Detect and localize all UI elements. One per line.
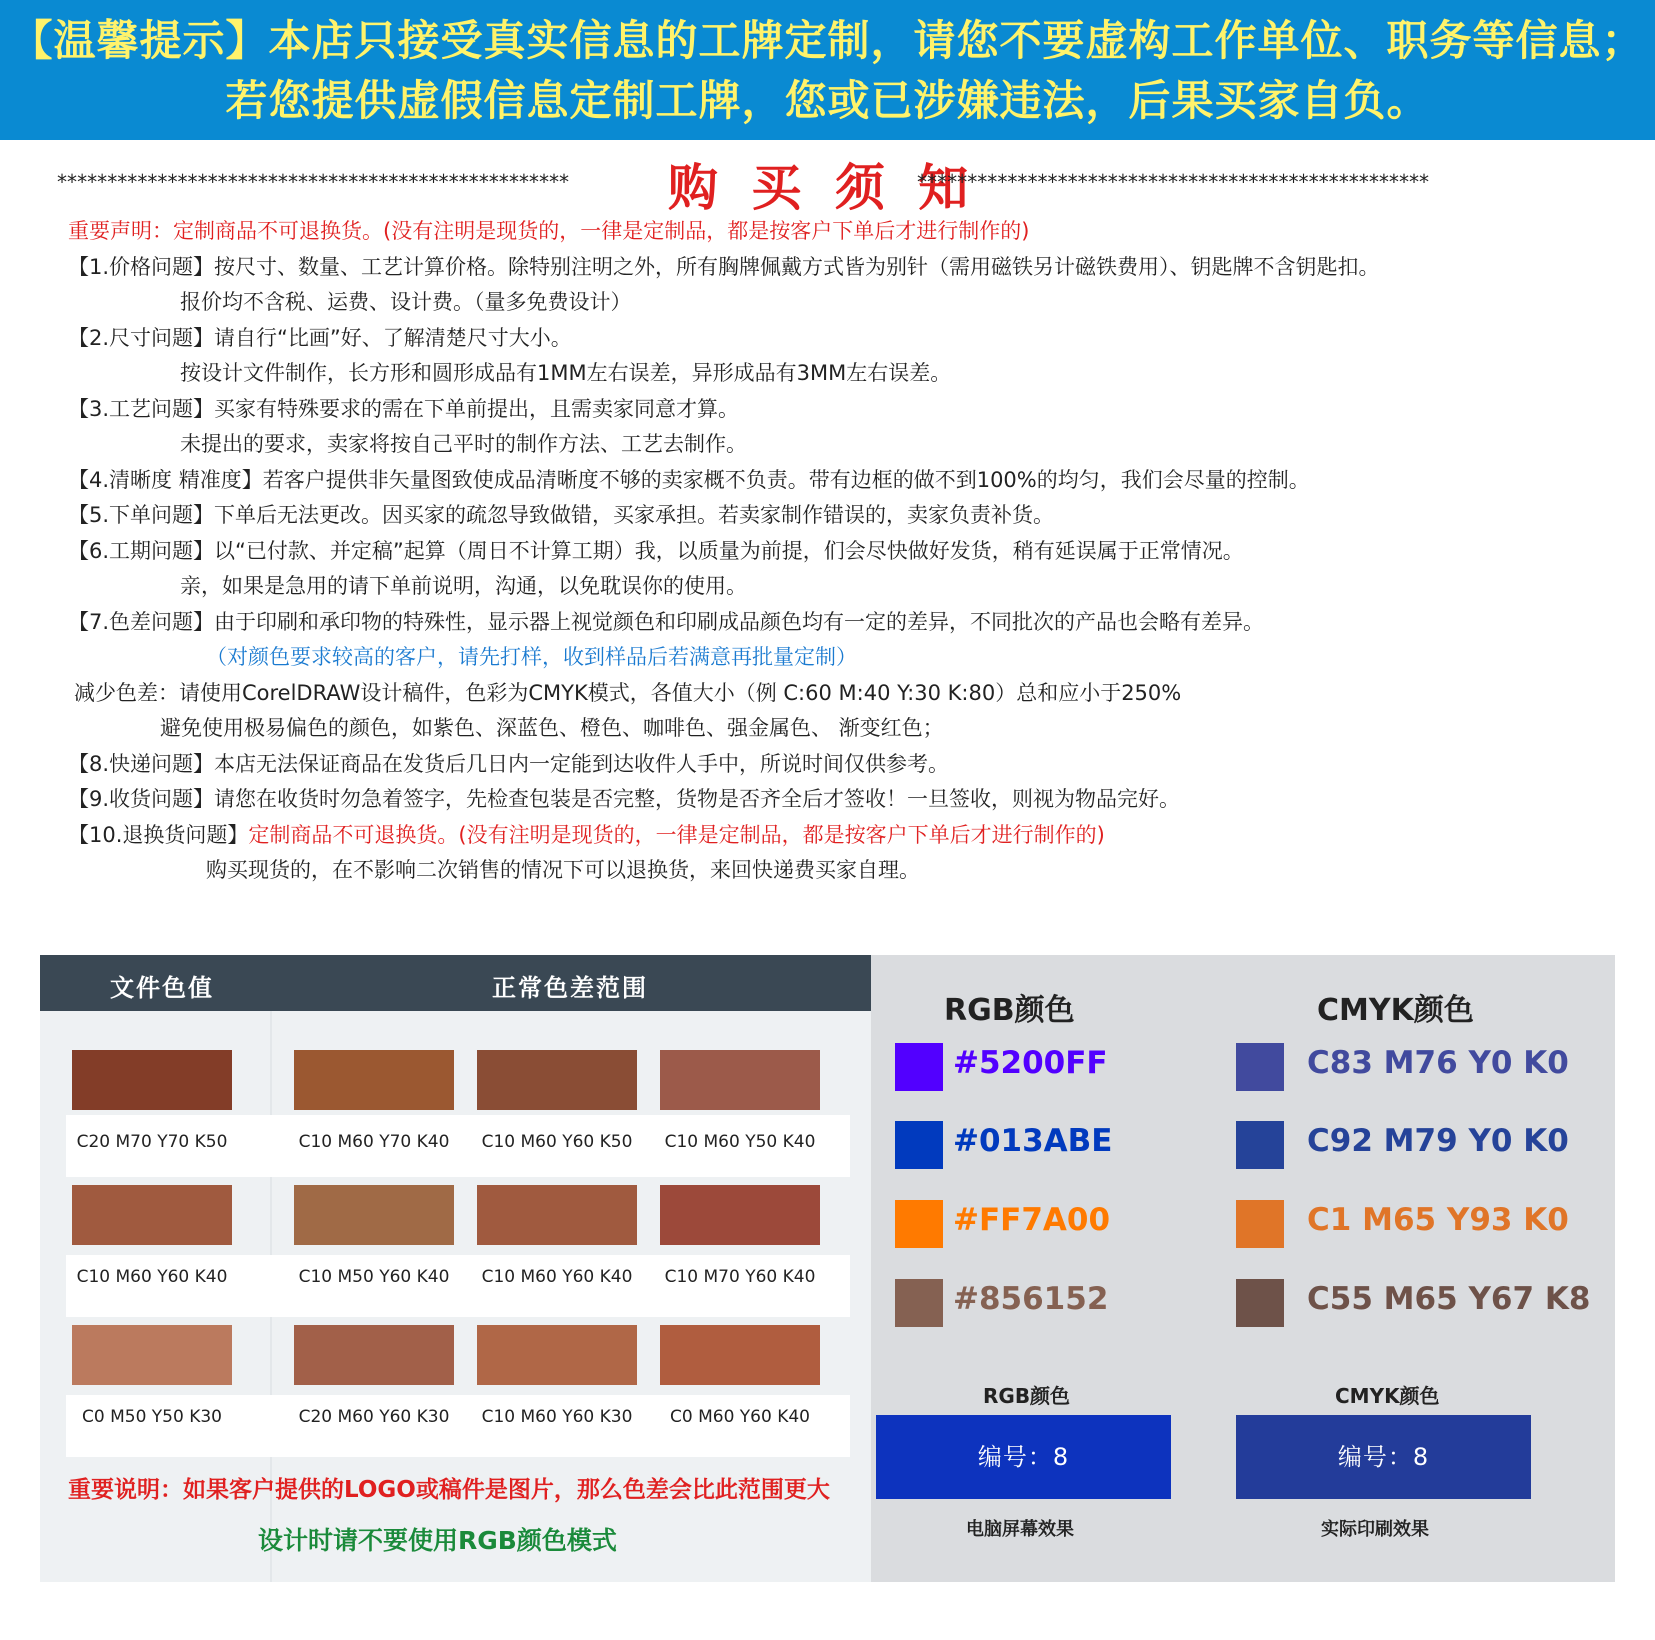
cmyk-color-swatch — [1236, 1043, 1284, 1091]
swatch-label: C10 M70 Y60 K40 — [664, 1267, 816, 1287]
screen-effect-caption: 电脑屏幕效果 — [966, 1519, 1074, 1540]
rgb-cmyk-panel — [871, 955, 1615, 1582]
term-3: 【3.工艺问题】买家有特殊要求的需在下单前提出，且需卖家同意才算。 — [68, 396, 740, 421]
swatch-label: C0 M50 Y50 K30 — [82, 1407, 222, 1427]
notice-header — [56, 148, 1556, 217]
swatch-label: C10 M60 Y60 K30 — [481, 1407, 633, 1427]
rgb-sample-box: 编号：8 — [876, 1415, 1171, 1499]
color-variance-header — [40, 955, 871, 1011]
term-10-prefix: 【10.退换货问题】 — [68, 822, 249, 847]
cmyk-title: CMYK颜色 — [1317, 993, 1474, 1028]
important-note: 重要说明：如果客户提供的LOGO或稿件是图片，那么色差会比此范围更大 — [68, 1477, 830, 1503]
color-swatch — [660, 1325, 820, 1385]
term-4: 【4.清晰度 精准度】若客户提供非矢量图致使成品清晰度不够的卖家概不负责。带有边框的做不到100%的均匀，我们会尽量的控制。 — [68, 467, 1310, 492]
rgb-color-swatch — [895, 1043, 943, 1091]
color-swatch — [72, 1185, 232, 1245]
color-variance-panel — [40, 955, 871, 1582]
notice-title: 购 买 须 知 — [668, 159, 977, 217]
term-10-detail: 购买现货的，在不影响二次销售的情况下可以退换货，来回快递费买家自理。 — [206, 858, 920, 882]
term-2-detail: 按设计文件制作，长方形和圆形成品有1MM左右误差，异形成品有3MM左右误差。 — [180, 361, 952, 385]
term-7-blue-note: （对颜色要求较高的客户，请先打样，收到样品后若满意再批量定制） — [206, 645, 857, 669]
file-color-heading: 文件色值 — [110, 974, 214, 1002]
rgb-box-title: RGB颜色 — [983, 1384, 1071, 1408]
rgb-color-swatch — [895, 1121, 943, 1169]
term-1: 【1.价格问题】按尺寸、数量、工艺计算价格。除特别注明之外，所有胸牌佩戴方式皆为别针（需用磁铁另计磁铁费用）、钥匙牌不含钥匙扣。 — [68, 254, 1380, 279]
term-7-avoid: 避免使用极易偏色的颜色，如紫色、深蓝色、橙色、咖啡色、强金属色、 渐变红色； — [160, 716, 944, 740]
warning-banner — [0, 0, 1655, 140]
rgb-color-code: #856152 — [953, 1281, 1109, 1317]
swatch-label: C10 M60 Y70 K40 — [298, 1132, 450, 1152]
term-statement: 重要声明：定制商品不可退换货。(没有注明是现货的，一律是定制品，都是按客户下单后才进行制作的) — [68, 219, 1030, 243]
swatch-label: C10 M60 Y60 K40 — [481, 1267, 633, 1287]
color-swatch — [660, 1050, 820, 1110]
cmyk-color-code: C1 M65 Y93 K0 — [1307, 1202, 1569, 1238]
term-10 — [68, 818, 1628, 854]
color-swatch — [294, 1325, 454, 1385]
cmyk-color-swatch — [1236, 1279, 1284, 1327]
term-7: 【7.色差问题】由于印刷和承印物的特殊性，显示器上视觉颜色和印刷成品颜色均有一定的差异，不同批次的产品也会略有差异。 — [68, 609, 1265, 634]
color-swatch — [477, 1325, 637, 1385]
stars-left: *************************************************** — [56, 170, 569, 194]
cmyk-sample-box: 编号：8 — [1236, 1415, 1531, 1499]
swatch-label: C20 M70 Y70 K50 — [76, 1132, 228, 1152]
term-9: 【9.收货问题】请您在收货时勿急着签字，先检查包装是否完整，货物是否齐全后才签收！一旦签收，则视为物品完好。 — [68, 787, 1181, 811]
rgb-color-code: #013ABE — [953, 1123, 1113, 1159]
cmyk-color-code: C83 M76 Y0 K0 — [1307, 1045, 1569, 1081]
warning-line-1: 【温馨提示】本店只接受真实信息的工牌定制，请您不要虚构工作单位、职务等信息； — [10, 16, 1645, 65]
swatch-label: C10 M60 Y60 K50 — [481, 1132, 633, 1152]
swatch-label: C10 M60 Y50 K40 — [664, 1132, 816, 1152]
swatch-label: C10 M60 Y60 K40 — [76, 1267, 228, 1287]
color-swatch — [294, 1185, 454, 1245]
term-7-reduce: 减少色差：请使用CorelDRAW设计稿件，色彩为CMYK模式，各值大小（例 C:60 M:40 Y:30 K:80）总和应小于250% — [74, 680, 1182, 705]
swatch-label: C10 M50 Y60 K40 — [298, 1267, 450, 1287]
term-2: 【2.尺寸问题】请自行“比画”好、了解清楚尺寸大小。 — [68, 325, 572, 350]
cmyk-box-title: CMYK颜色 — [1335, 1384, 1440, 1408]
term-5: 【5.下单问题】下单后无法更改。因买家的疏忽导致做错，买家承担。若卖家制作错误的，卖家负责补货。 — [68, 503, 1055, 527]
print-effect-caption: 实际印刷效果 — [1321, 1519, 1429, 1540]
term-6-detail: 亲，如果是急用的请下单前说明，沟通，以免耽误你的使用。 — [180, 574, 747, 598]
color-swatch — [660, 1185, 820, 1245]
swatch-label: C0 M60 Y60 K40 — [670, 1407, 810, 1427]
warning-line-2: 若您提供虚假信息定制工牌，您或已涉嫌违法，后果买家自负。 — [225, 76, 1430, 125]
term-6: 【6.工期问题】以“已付款、并定稿”起算（周日不计算工期）我，以质量为前提，们会尽快做好发货，稍有延误属于正常情况。 — [68, 538, 1244, 563]
term-3-detail: 未提出的要求，卖家将按自己平时的制作方法、工艺去制作。 — [180, 432, 747, 456]
rgb-color-swatch — [895, 1279, 943, 1327]
rgb-color-code: #5200FF — [953, 1045, 1108, 1081]
swatch-label: C20 M60 Y60 K30 — [298, 1407, 450, 1427]
cmyk-color-swatch — [1236, 1121, 1284, 1169]
color-swatch — [477, 1185, 637, 1245]
color-swatch — [477, 1050, 637, 1110]
cmyk-color-code: C55 M65 Y67 K8 — [1307, 1281, 1591, 1317]
stars-right: *************************************************** — [916, 170, 1429, 194]
cmyk-color-code: C92 M79 Y0 K0 — [1307, 1123, 1569, 1159]
rgb-color-swatch — [895, 1200, 943, 1248]
cmyk-color-swatch — [1236, 1200, 1284, 1248]
rgb-title: RGB颜色 — [944, 993, 1075, 1028]
term-10-red: 定制商品不可退换货。(没有注明是现货的，一律是定制品，都是按客户下单后才进行制作的) — [248, 822, 1105, 847]
purchase-terms — [68, 214, 1628, 889]
term-8: 【8.快递问题】本店无法保证商品在发货后几日内一定能到达收件人手中，所说时间仅供参考。 — [68, 751, 950, 776]
range-heading: 正常色差范围 — [492, 974, 648, 1002]
color-swatch — [294, 1050, 454, 1110]
rgb-color-code: #FF7A00 — [953, 1202, 1111, 1238]
rgb-warning-note: 设计时请不要使用RGB颜色模式 — [258, 1526, 617, 1555]
color-swatch — [72, 1325, 232, 1385]
term-1-detail: 报价均不含税、运费、设计费。（量多免费设计） — [180, 290, 632, 314]
color-swatch — [72, 1050, 232, 1110]
